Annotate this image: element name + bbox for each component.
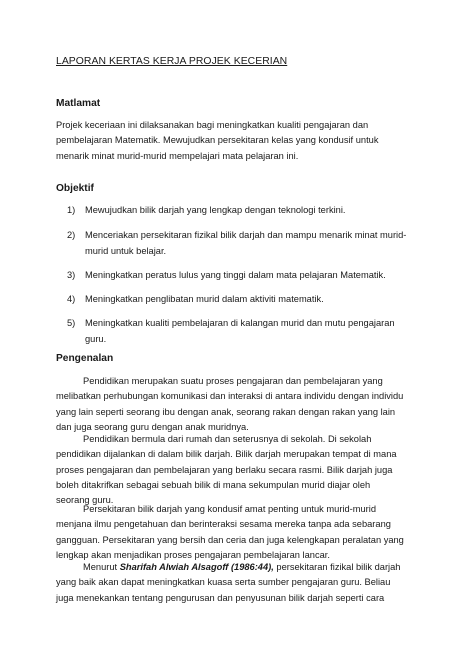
objective-number: 1) — [67, 205, 76, 215]
objective-item — [56, 228, 408, 259]
objective-number: 3) — [67, 269, 76, 280]
objective-item — [56, 316, 408, 347]
pengenalan-paragraph-3: Persekitaran bilik darjah yang kondusif amat penting untuk murid-murid menjana ilmu pengetahuan dan berinteraksi sesama mereka tanpa ada sebarang gangguan. Persekitaran yang bersih dan ceria dan juga kelengkapan peralatan yang lengkap akan menjadikan proses pengajaran pembelajaran lancar. — [56, 504, 404, 560]
matlamat-paragraph: Projek keceriaan ini dilaksanakan bagi meningkatkan kualiti pengajaran dan pembelajaran Matematik. Mewujudkan persekitaran kelas yang kondusif untuk menarik minat murid-murid mempelajari mata pelajaran ini. — [56, 120, 379, 161]
objective-number: 2) — [67, 230, 76, 241]
objective-text: Meningkatkan peratus lulus yang tinggi dalam mata pelajaran Matematik. — [85, 269, 386, 280]
objective-text: Meningkatkan kualiti pembelajaran di kalangan murid dan mutu pengajaran guru. — [85, 318, 395, 344]
objective-item — [56, 203, 408, 218]
objective-item — [56, 292, 408, 307]
objective-text: Mewujudkan bilik darjah yang lengkap dengan teknologi terkini. — [85, 205, 346, 215]
citation-lead: Menurut — [83, 562, 120, 572]
pengenalan-heading: Pengenalan — [56, 353, 114, 364]
document-title: LAPORAN KERTAS KERJA PROJEK KECERIAN — [56, 56, 288, 67]
objective-text: Menceriakan persekitaran fizikal bilik darjah dan mampu menarik minat murid-murid untuk belajar. — [85, 230, 407, 256]
pengenalan-paragraph-1: Pendidikan merupakan suatu proses pengajaran dan pembelajaran yang melibatkan perhubungan komunikasi dan interaksi di antara individu dengan individu yang lain seperti seorang ibu dengan anak, seorang rakan dengan rakan yang lain dan juga seorang guru dengan anak muridnya. — [56, 376, 404, 432]
objektif-heading: Objektif — [56, 183, 94, 194]
pengenalan-paragraph-2: Pendidikan bermula dari rumah dan seterusnya di sekolah. Di sekolah pendidikan dijalankan di dalam bilik darjah. Bilik darjah merupakan tempat di mana proses pengajaran dan pembelajaran yang berlaku secara rasmi. Bilik darjah juga boleh ditakrifkan sebagai sebuah bilik di mana sekumpulan murid diajar oleh seorang guru. — [56, 434, 397, 506]
objectives-list — [56, 203, 408, 347]
citation: Sharifah Alwiah Alsagoff (1986:44), — [119, 562, 274, 572]
pengenalan-paragraph-4 — [56, 560, 404, 606]
objective-number: 5) — [67, 318, 76, 329]
matlamat-heading: Matlamat — [56, 98, 101, 109]
objective-text: Meningkatkan penglibatan murid dalam aktiviti matematik. — [85, 294, 324, 305]
objective-number: 4) — [67, 294, 76, 305]
objective-item — [56, 268, 408, 283]
citation-rest: persekitaran fizikal bilik darjah yang baik akan dapat meningkatkan kuasa serta sumber pengajaran guru. Beliau juga menekankan tentang pengurusan dan penyusunan bilik darjah seperti cara — [56, 562, 401, 603]
